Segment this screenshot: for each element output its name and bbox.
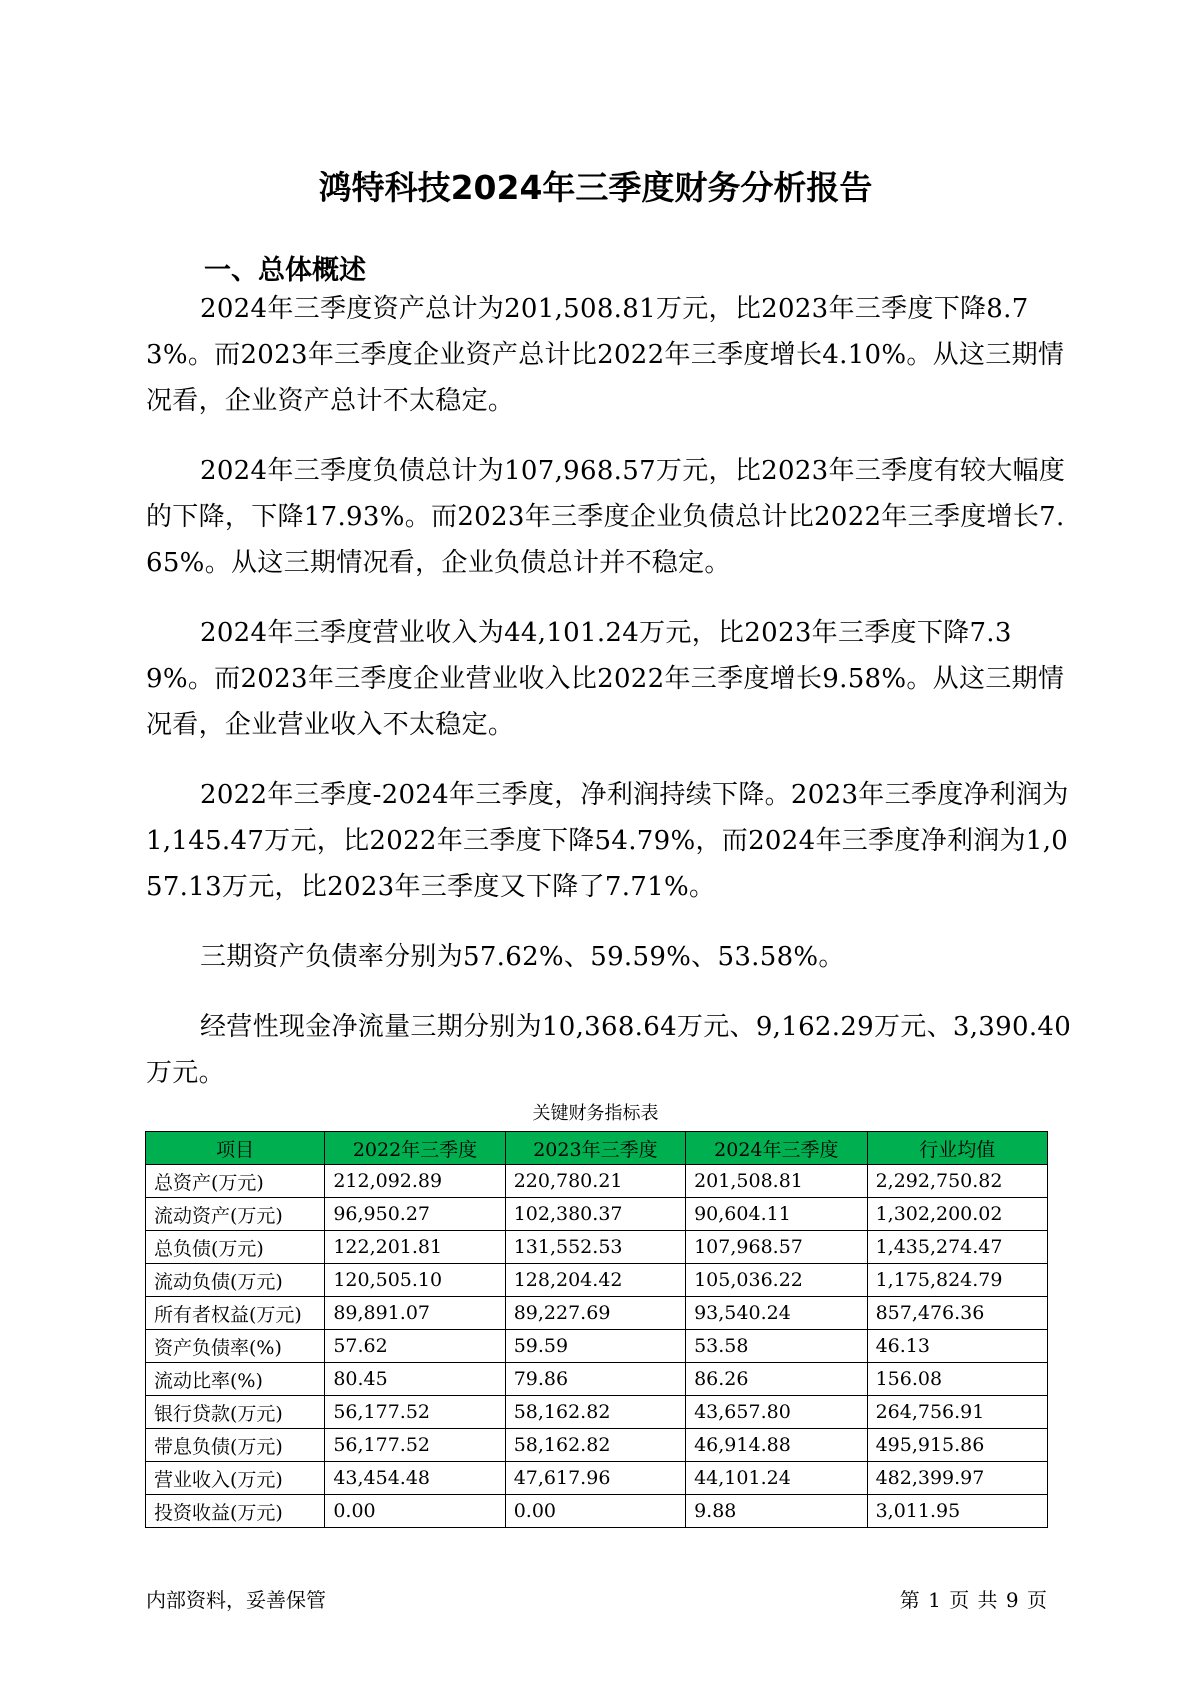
table-cell: 107,968.57 xyxy=(686,1231,867,1264)
table-cell: 79.86 xyxy=(505,1363,685,1396)
table-cell: 102,380.37 xyxy=(505,1198,685,1231)
table-cell: 43,454.48 xyxy=(325,1462,505,1495)
paragraph-cash-flow: 经营性现金净流量三期分别为10,368.64万元、9,162.29万元、3,390.40万元。 xyxy=(146,1012,1072,1088)
table-cell: 86.26 xyxy=(686,1363,867,1396)
table-row xyxy=(146,1264,1048,1297)
table-cell: 57.62 xyxy=(325,1330,505,1363)
table-cell: 47,617.96 xyxy=(505,1462,685,1495)
table-row xyxy=(146,1429,1048,1462)
table-cell: 264,756.91 xyxy=(867,1396,1047,1429)
table-cell: 90,604.11 xyxy=(686,1198,867,1231)
paragraph-debt-ratio: 三期资产负债率分别为57.62%、59.59%、53.58%。 xyxy=(200,942,845,972)
row-label: 总负债(万元) xyxy=(146,1231,325,1264)
table-cell: 120,505.10 xyxy=(325,1264,505,1297)
table-row xyxy=(146,1165,1048,1198)
table-row xyxy=(146,1330,1048,1363)
paragraph-revenue: 2024年三季度营业收入为44,101.24万元，比2023年三季度下降7.39%。而2023年三季度企业营业收入比2022年三季度增长9.58%。从这三期情况看，企业营业收入不太稳定。 xyxy=(146,618,1065,740)
body-paragraphs xyxy=(146,286,1076,1120)
table-cell: 482,399.97 xyxy=(867,1462,1047,1495)
table-row xyxy=(146,1495,1048,1528)
table-cell: 2,292,750.82 xyxy=(867,1165,1047,1198)
table-cell: 201,508.81 xyxy=(686,1165,867,1198)
table-cell: 96,950.27 xyxy=(325,1198,505,1231)
table-row xyxy=(146,1231,1048,1264)
table-cell: 46.13 xyxy=(867,1330,1047,1363)
table-row xyxy=(146,1297,1048,1330)
row-label: 带息负债(万元) xyxy=(146,1429,325,1462)
table-cell: 80.45 xyxy=(325,1363,505,1396)
section-heading: 一、总体概述 xyxy=(204,255,366,287)
header-item: 项目 xyxy=(146,1132,325,1165)
paragraph-net-profit: 2022年三季度-2024年三季度，净利润持续下降。2023年三季度净利润为1,145.47万元，比2022年三季度下降54.79%，而2024年三季度净利润为1,057.13万元，比2023年三季度又下降了7.71%。 xyxy=(146,780,1069,902)
header-2023-q3: 2023年三季度 xyxy=(505,1132,685,1165)
table-cell: 58,162.82 xyxy=(505,1429,685,1462)
table-cell: 9.88 xyxy=(686,1495,867,1528)
table-cell: 56,177.52 xyxy=(325,1429,505,1462)
table-cell: 1,435,274.47 xyxy=(867,1231,1047,1264)
table-cell: 58,162.82 xyxy=(505,1396,685,1429)
table-cell: 220,780.21 xyxy=(505,1165,685,1198)
paragraph-liabilities: 2024年三季度负债总计为107,968.57万元，比2023年三季度有较大幅度的下降，下降17.93%。而2023年三季度企业负债总计比2022年三季度增长7.65%。从这三期情况看，企业负债总计并不稳定。 xyxy=(146,456,1066,578)
table-cell: 212,092.89 xyxy=(325,1165,505,1198)
table-cell: 131,552.53 xyxy=(505,1231,685,1264)
row-label: 银行贷款(万元) xyxy=(146,1396,325,1429)
table-cell: 0.00 xyxy=(325,1495,505,1528)
header-industry-average: 行业均值 xyxy=(867,1132,1047,1165)
footer-page-number: 第 1 页 共 9 页 xyxy=(899,1588,1048,1612)
table-cell: 1,302,200.02 xyxy=(867,1198,1047,1231)
row-label: 流动资产(万元) xyxy=(146,1198,325,1231)
table-cell: 128,204.42 xyxy=(505,1264,685,1297)
table-row xyxy=(146,1462,1048,1495)
row-label: 流动比率(%) xyxy=(146,1363,325,1396)
table-caption: 关键财务指标表 xyxy=(532,1103,659,1124)
table-cell: 59.59 xyxy=(505,1330,685,1363)
table-row xyxy=(146,1363,1048,1396)
table-cell: 3,011.95 xyxy=(867,1495,1047,1528)
table-cell: 0.00 xyxy=(505,1495,685,1528)
row-label: 流动负债(万元) xyxy=(146,1264,325,1297)
key-financial-indicators-table xyxy=(145,1131,1048,1528)
table-row xyxy=(146,1396,1048,1429)
row-label: 营业收入(万元) xyxy=(146,1462,325,1495)
table-cell: 93,540.24 xyxy=(686,1297,867,1330)
table-row xyxy=(146,1198,1048,1231)
table-cell: 44,101.24 xyxy=(686,1462,867,1495)
table-cell: 857,476.36 xyxy=(867,1297,1047,1330)
footer-confidential-note: 内部资料，妥善保管 xyxy=(146,1588,326,1612)
table-cell: 46,914.88 xyxy=(686,1429,867,1462)
table-cell: 56,177.52 xyxy=(325,1396,505,1429)
row-label: 总资产(万元) xyxy=(146,1165,325,1198)
table-cell: 156.08 xyxy=(867,1363,1047,1396)
table-cell: 122,201.81 xyxy=(325,1231,505,1264)
paragraph-assets: 2024年三季度资产总计为201,508.81万元，比2023年三季度下降8.73%。而2023年三季度企业资产总计比2022年三季度增长4.10%。从这三期情况看，企业资产总计不太稳定。 xyxy=(146,294,1065,416)
table-cell: 1,175,824.79 xyxy=(867,1264,1047,1297)
header-2022-q3: 2022年三季度 xyxy=(325,1132,505,1165)
table-cell: 495,915.86 xyxy=(867,1429,1047,1462)
table-cell: 105,036.22 xyxy=(686,1264,867,1297)
table-cell: 53.58 xyxy=(686,1330,867,1363)
row-label: 资产负债率(%) xyxy=(146,1330,325,1363)
page-title: 鸿特科技2024年三季度财务分析报告 xyxy=(318,168,873,208)
table-cell: 89,227.69 xyxy=(505,1297,685,1330)
row-label: 所有者权益(万元) xyxy=(146,1297,325,1330)
row-label: 投资收益(万元) xyxy=(146,1495,325,1528)
table-cell: 89,891.07 xyxy=(325,1297,505,1330)
table-header-row xyxy=(146,1132,1048,1165)
table-cell: 43,657.80 xyxy=(686,1396,867,1429)
header-2024-q3: 2024年三季度 xyxy=(686,1132,867,1165)
